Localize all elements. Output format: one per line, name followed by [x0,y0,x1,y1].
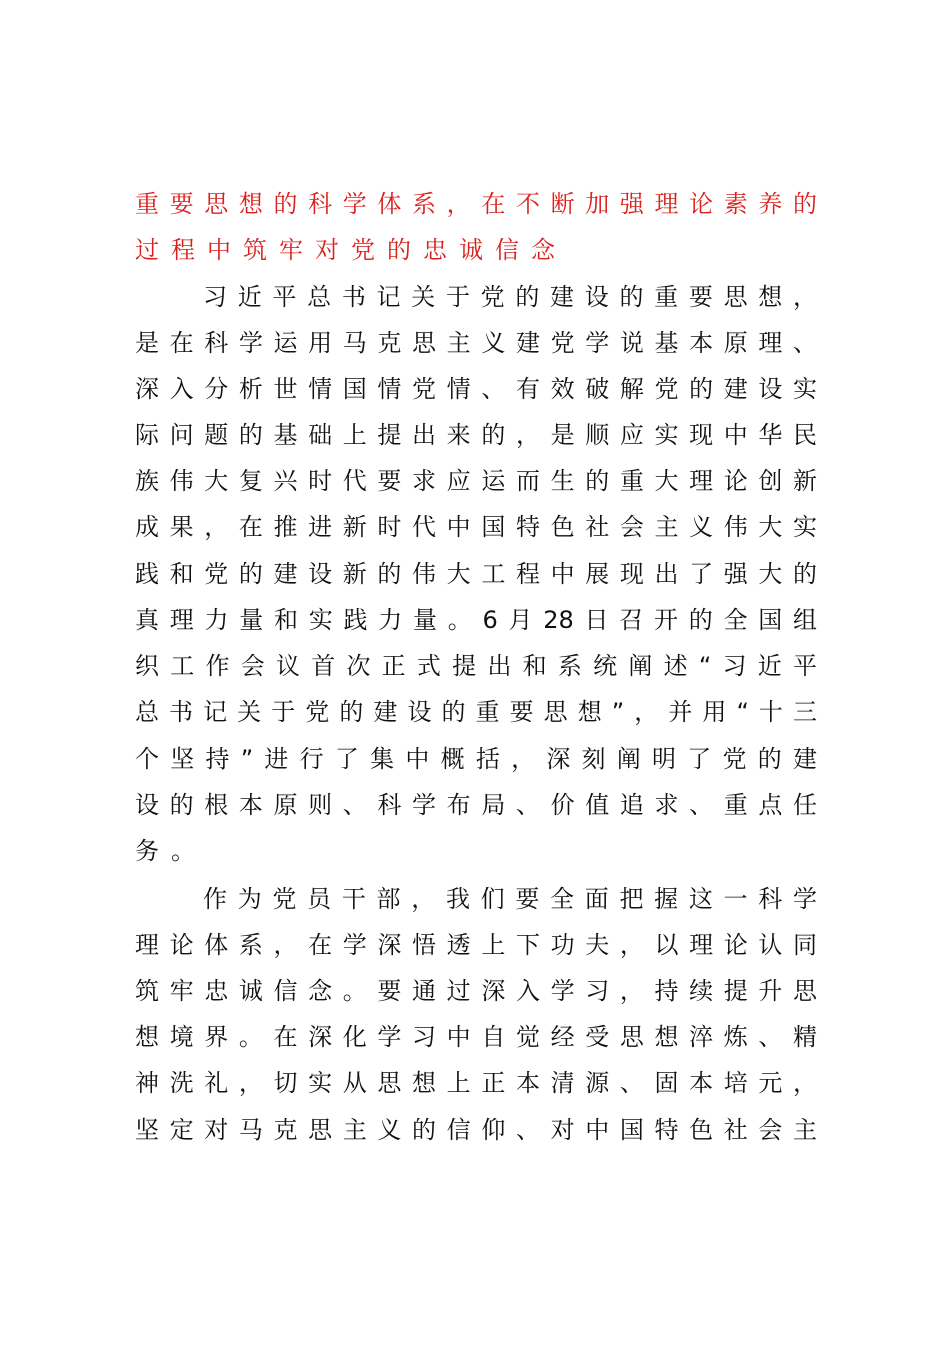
paragraph-line: 践和党的建设新的伟大工程中展现出了强大的 [135,560,817,588]
paragraph-line: 是在科学运用马克思主义建党学说基本原理、 [135,329,817,357]
heading-line: 过程中筑牢对党的忠诚信念 [135,236,567,264]
paragraph-line: 个坚持”进行了集中概括，深刻阐明了党的建 [135,745,817,773]
paragraph-line: 习近平总书记关于党的建设的重要思想， [203,283,817,311]
paragraph-line: 织工作会议首次正式提出和系统阐述“习近平 [135,652,817,680]
paragraph-line: 真理力量和实践力量。6月28日召开的全国组 [135,606,817,634]
paragraph-line: 总书记关于党的建设的重要思想”，并用“十三 [135,698,817,726]
paragraph-line: 理论体系，在学深悟透上下功夫，以理论认同 [135,931,817,959]
paragraph-line: 筑牢忠诚信念。要通过深入学习，持续提升思 [135,977,817,1005]
heading-line: 重要思想的科学体系，在不断加强理论素养的 [135,190,817,218]
paragraph-line: 际问题的基础上提出来的，是顺应实现中华民 [135,421,817,449]
paragraph-line: 族伟大复兴时代要求应运而生的重大理论创新 [135,467,817,495]
paragraph-line: 想境界。在深化学习中自觉经受思想淬炼、精 [135,1023,817,1051]
paragraph-line: 神洗礼，切实从思想上正本清源、固本培元， [135,1069,817,1097]
paragraph-line: 深入分析世情国情党情、有效破解党的建设实 [135,375,817,403]
paragraph-line: 设的根本原则、科学布局、价值追求、重点任 [135,791,817,819]
paragraph-line: 务。 [135,837,207,865]
paragraph-line: 坚定对马克思主义的信仰、对中国特色社会主 [135,1116,817,1144]
paragraph-line: 作为党员干部，我们要全面把握这一科学 [203,885,817,913]
paragraph-line: 成果，在推进新时代中国特色社会主义伟大实 [135,513,817,541]
